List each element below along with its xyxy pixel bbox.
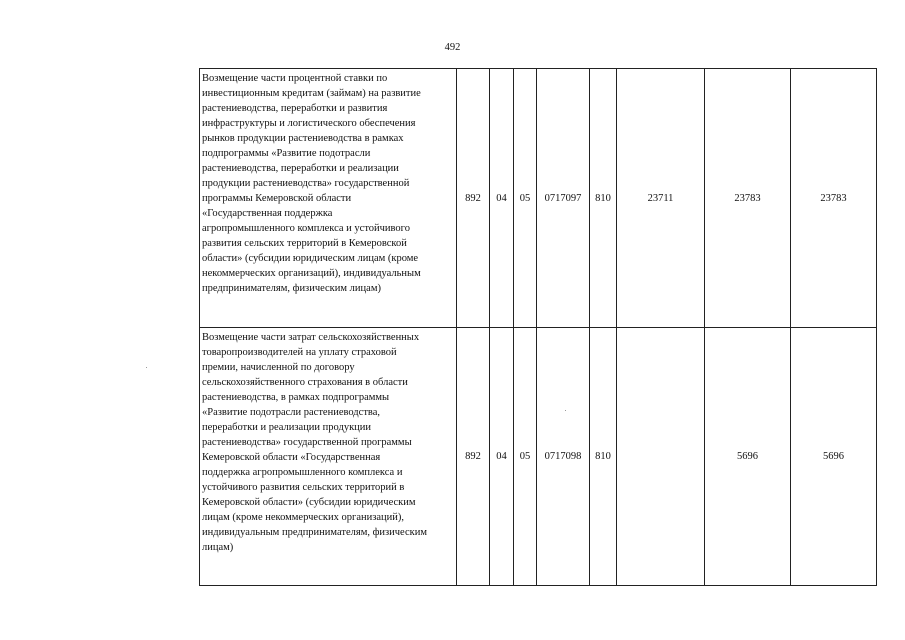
target-article-cell: 0717098 bbox=[537, 328, 590, 586]
scan-speck bbox=[565, 410, 566, 411]
table-row bbox=[200, 328, 877, 586]
section-code-cell: 04 bbox=[490, 69, 514, 328]
page-number: 492 bbox=[444, 42, 461, 53]
row-description: Возмещение части процентной ставки по инвестиционным кредитам (займам) на развитие растениеводства, переработки и развития инфраструктуры и логистического обеспечения рынков продукции растениеводства в рамках подпрограммы «Развитие подотрасли растениеводства, переработки и реализации продукции растениеводства» государственной программы Кемеровской области «Государственная поддержка агропромышленного комплекса и устойчивого развития сельских территорий в Кемеровской области» (субсидии юридическим лицам (кроме некоммерческих организаций), индивидуальным предпринимателям, физическим лицам) bbox=[200, 69, 457, 328]
amount-1-cell bbox=[617, 328, 705, 586]
row-description: Возмещение части затрат сельскохозяйственных товаропроизводителей на уплату страховой премии, начисленной по договору сельскохозяйственного страхования в области растениеводства, в рамках подпрограммы «Развитие подотрасли растениеводства, переработки и реализации продукции растениеводства» государственной программы Кемеровской области «Государственная поддержка агропромышленного комплекса и устойчивого развития сельских территорий в Кемеровской области» (субсидии юридическим лицам (кроме некоммерческих организаций), индивидуальным предпринимателям, физическим лицам) bbox=[200, 328, 457, 586]
subsection-code-cell: 05 bbox=[514, 69, 537, 328]
ministry-code-cell: 892 bbox=[457, 69, 490, 328]
amount-2-cell: 5696 bbox=[705, 328, 791, 586]
table-row bbox=[200, 69, 877, 328]
expense-type-cell: 810 bbox=[590, 69, 617, 328]
scan-speck bbox=[146, 367, 147, 368]
amount-3-cell: 23783 bbox=[791, 69, 877, 328]
section-code-cell: 04 bbox=[490, 328, 514, 586]
budget-table bbox=[199, 68, 877, 586]
target-article-cell: 0717097 bbox=[537, 69, 590, 328]
amount-3-cell: 5696 bbox=[791, 328, 877, 586]
amount-2-cell: 23783 bbox=[705, 69, 791, 328]
ministry-code-cell: 892 bbox=[457, 328, 490, 586]
amount-1-cell: 23711 bbox=[617, 69, 705, 328]
expense-type-cell: 810 bbox=[590, 328, 617, 586]
subsection-code-cell: 05 bbox=[514, 328, 537, 586]
